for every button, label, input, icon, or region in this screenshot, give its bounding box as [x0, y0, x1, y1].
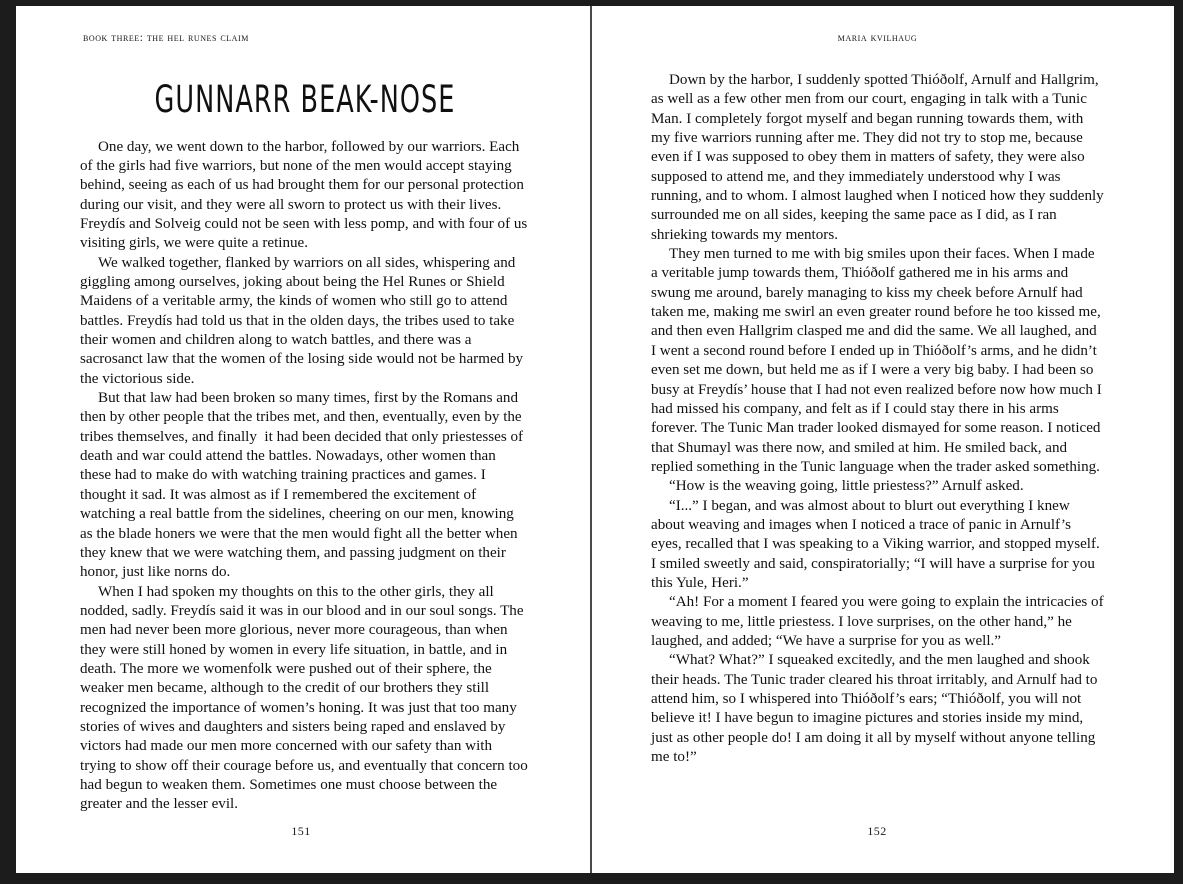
pages-container: [16, 6, 1174, 873]
paragraph: “How is the weaving going, little priestess?” Arnulf asked.: [669, 478, 1024, 495]
paragraph: They men turned to me with big smiles upon their faces. When I made a veritable jump towards them, Thióðolf gathered me in his arms and swung me around, barely managing to kiss my cheek before Arnulf had taken me, making me swirl an even greater round before he too kissed me, and then even Hallgrim clasped me and did the same. We all laughed, and I went a second round before I ended up in Thióðolf’s arms, and he didn’t even set me down, but held me as if I were a very big baby. I had been so busy at Freydís’ house that I had not even realized before now how much I had missed his company, and felt as if I could stay there in his arms forever. The Tunic Man trader looked dismayed for some reason. I noticed that Shumayl was there now, and smiled at him. He smiled back, and replied something in the Tunic language when the trader asked something.: [651, 246, 1106, 475]
right-page-number: 152: [867, 824, 887, 838]
paragraph: We walked together, flanked by warriors on all sides, whispering and giggling among ourselves, joking about being the Hel Runes or Shield Maidens of a veritable army, the kinds of women who still go to attend battles. Freydís had told us that in the olden days, the tribes used to take their women and children along to watch battles, and there was a sacrosanct law that the women of the losing side would not be harmed by the victorious side.: [80, 254, 527, 387]
paragraph: “Ah! For a moment I feared you were going to explain the intricacies of weaving to me, little priestess. I love surprises, on the other hand,” he laughed, and added; “We have a surprise for you as well.”: [651, 594, 1108, 649]
paragraph: Down by the harbor, I suddenly spotted Thióðolf, Arnulf and Hallgrim, as well as a few other men from our court, engaging in talk with a Tunic Man. I completely forgot myself and began running towards them, with my five warriors running after me. They did not try to stop me, because even if I was supposed to obey them in matters of safety, they were also supposed to attend me, and they immediately understood why I was running, and to whom. I almost laughed when I noticed how they suddenly surrounded me on all sides, keeping the same pace as I did, as I ran shrieking towards my mentors.: [651, 72, 1108, 243]
left-page-number: 151: [291, 824, 311, 838]
paragraph: “What? What?” I squeaked excitedly, and the men laughed and shook their heads. The Tunic trader cleared his throat irritably, and Arnulf had to attend him, so I whispered into Thióðolf’s ears; “Thióðolf, you will not believe it! I have begun to imagine pictures and stories inside my mind, just as other people do! I am doing it all by myself without anyone telling me to!”: [651, 652, 1102, 766]
right-page: [592, 6, 1174, 873]
left-page: [16, 6, 592, 873]
paragraph: “I...” I began, and was almost about to blurt out everything I knew about weaving and images when I noticed a trace of panic in Arnulf’s eyes, recalled that I was speaking to a Viking warrior, and stopped myself. I smiled sweetly and said, conspiratorially; “I will have a surprise for you this Yule, Heri.”: [651, 497, 1104, 591]
paragraph: One day, we went down to the harbor, followed by our warriors. Each of the girls had five warriors, but none of the men would accept staying behind, seeing as each of us had brought them for our personal protection during our visit, and they were all sworn to protect us with their lives. Freydís and Solveig could not be seen with less pomp, and with four of us visiting girls, we were quite a retinue.: [80, 138, 532, 252]
left-page-running-head: book three: the hel runes claim: [83, 32, 249, 44]
chapter-title: GUNNARR BEAK-NOSE: [154, 76, 456, 122]
paragraph: But that law had been broken so many times, first by the Romans and then by other people that the tribes met, and then, eventually, even by the tribes themselves, and finally it had been decided that only priestesses of death and war could attend the battles. Nowadays, other women than these had to make do with watching training practices and games. I thought it sad. It was almost as if I remembered the excitement of watching a real battle from the sidelines, cheering on our men, knowing as the blade honers we were that the men would fight all the better when they knew that we were watching them, and passing judgment on their honor, just like norns do.: [80, 390, 527, 581]
right-page-body: [651, 71, 1108, 767]
right-page-running-head: maria kvilhaug: [837, 32, 918, 44]
paragraph: When I had spoken my thoughts on this to the other girls, they all nodded, sadly. Freydís said it was in our blood and in our soul songs. The men had never been more glorious, never more courageous, than when they were still honed by women in every life situation, in battle, and in death. The more we womenfolk were pushed out of their sphere, the weaker men became, although to the credit of our brothers they still recognized the importance of women’s honing. It was just that too many stories of wives and daughters and sisters being raped and enslaved by victors had made our men more concerned with our safety than with trying to show off their courage before us, and eventually that concern too had begun to weaken them. Sometimes one must choose between the greater and the lesser evil.: [80, 583, 532, 813]
left-page-body: [80, 138, 530, 815]
